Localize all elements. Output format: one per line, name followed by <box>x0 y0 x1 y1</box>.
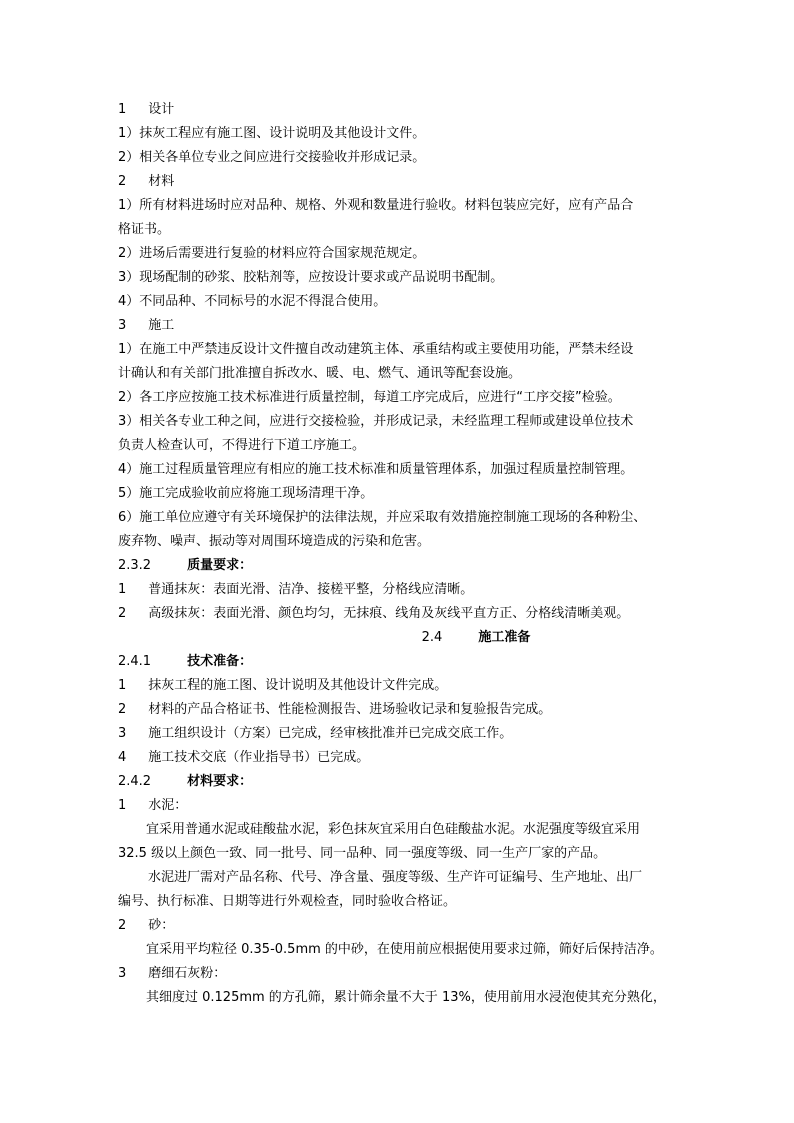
numbered-item <box>118 602 684 626</box>
section-heading <box>118 98 684 122</box>
numbered-item <box>118 698 684 722</box>
item-number: 2 <box>118 918 127 933</box>
item-text: 施工技术交底（作业指导书）已完成。 <box>148 750 370 765</box>
item-number: 4 <box>118 750 127 765</box>
chapter-title: 施工准备 <box>478 630 531 645</box>
chapter-number: 2.4 <box>421 630 443 645</box>
subsection-number: 2.4.1 <box>118 654 152 669</box>
list-item: 3）相关各专业工种之间，应进行交接检验，并形成记录，未经监理工程师或建设单位技术 <box>118 414 634 429</box>
section-heading <box>118 314 684 338</box>
numbered-item <box>118 746 684 770</box>
section-number: 1 <box>118 102 127 117</box>
list-item-continuation: 格证书。 <box>118 222 171 237</box>
list-item-continuation: 废弃物、噪声、振动等对周围环境造成的污染和危害。 <box>118 534 431 549</box>
section-title: 施工 <box>148 318 175 333</box>
section-title: 材料 <box>148 174 175 189</box>
list-item-continuation: 计确认和有关部门批准擅自拆改水、暖、电、燃气、通讯等配套设施。 <box>118 366 522 381</box>
item-number: 1 <box>118 678 127 693</box>
numbered-item <box>118 794 684 818</box>
section-heading <box>118 170 684 194</box>
paragraph-line: 宜采用平均粒径 0.35-0.5mm 的中砂，在使用前应根据使用要求过筛，筛好后保持洁净。 <box>146 942 663 957</box>
section-number: 2 <box>118 174 127 189</box>
numbered-item <box>118 578 684 602</box>
subsection-heading <box>118 770 684 794</box>
item-text: 水泥： <box>148 798 188 813</box>
item-text: 普通抹灰：表面光滑、洁净、接槎平整，分格线应清晰。 <box>148 582 474 597</box>
list-item: 2）相关各单位专业之间应进行交接验收并形成记录。 <box>118 150 426 165</box>
list-item: 6）施工单位应遵守有关环境保护的法律法规，并应采取有效措施控制施工现场的各种粉尘、 <box>118 510 647 525</box>
item-text: 砂： <box>148 918 175 933</box>
list-item: 1）所有材料进场时应对品种、规格、外观和数量进行验收。材料包装应完好，应有产品合 <box>118 198 634 213</box>
list-item: 4）施工过程质量管理应有相应的施工技术标准和质量管理体系，加强过程质量控制管理。 <box>118 462 634 477</box>
numbered-item <box>118 722 684 746</box>
numbered-item <box>118 674 684 698</box>
paragraph-line: 水泥进厂需对产品名称、代号、净含量、强度等级、生产许可证编号、生产地址、出厂 <box>148 870 643 885</box>
subsection-heading <box>118 650 684 674</box>
item-number: 2 <box>118 702 127 717</box>
subsection-heading <box>118 554 684 578</box>
item-number: 2 <box>118 606 127 621</box>
list-item: 4）不同品种、不同标号的水泥不得混合使用。 <box>118 294 387 309</box>
list-item: 5）施工完成验收前应将施工现场清理干净。 <box>118 486 374 501</box>
chapter-heading <box>118 626 684 650</box>
numbered-item <box>118 962 684 986</box>
paragraph-line: 其细度过 0.125mm 的方孔筛，累计筛余量不大于 13%，使用前用水浸泡使其充分熟化， <box>146 990 666 1005</box>
subsection-number: 2.4.2 <box>118 774 152 789</box>
list-item: 1）在施工中严禁违反设计文件擅自改动建筑主体、承重结构或主要使用功能，严禁未经设 <box>118 342 634 357</box>
subsection-title: 质量要求： <box>187 558 253 573</box>
section-number: 3 <box>118 318 127 333</box>
document-body <box>118 98 684 1010</box>
section-title: 设计 <box>148 102 175 117</box>
paragraph-line: 编号、执行标准、日期等进行外观检查，同时验收合格证。 <box>118 894 457 909</box>
list-item-continuation: 负责人检查认可，不得进行下道工序施工。 <box>118 438 366 453</box>
list-item: 3）现场配制的砂浆、胶粘剂等，应按设计要求或产品说明书配制。 <box>118 270 504 285</box>
item-text: 施工组织设计（方案）已完成，经审核批准并已完成交底工作。 <box>148 726 513 741</box>
item-text: 材料的产品合格证书、性能检测报告、进场验收记录和复验报告完成。 <box>148 702 552 717</box>
paragraph-line: 32.5 级以上颜色一致、同一批号、同一品种、同一强度等级、同一生产厂家的产品。 <box>118 846 607 861</box>
subsection-title: 技术准备： <box>187 654 253 669</box>
list-item: 2）进场后需要进行复验的材料应符合国家规范规定。 <box>118 246 426 261</box>
paragraph-line: 宜采用普通水泥或硅酸盐水泥，彩色抹灰宜采用白色硅酸盐水泥。水泥强度等级宜采用 <box>146 822 641 837</box>
item-number: 1 <box>118 798 127 813</box>
subsection-title: 材料要求： <box>187 774 253 789</box>
item-number: 1 <box>118 582 127 597</box>
list-item: 1）抹灰工程应有施工图、设计说明及其他设计文件。 <box>118 126 426 141</box>
item-text: 磨细石灰粉： <box>148 966 227 981</box>
item-text: 抹灰工程的施工图、设计说明及其他设计文件完成。 <box>148 678 448 693</box>
numbered-item <box>118 914 684 938</box>
list-item: 2）各工序应按施工技术标准进行质量控制，每道工序完成后，应进行“工序交接”检验。 <box>118 390 621 405</box>
item-text: 高级抹灰：表面光滑、颜色均匀，无抹痕、线角及灰线平直方正、分格线清晰美观。 <box>148 606 630 621</box>
subsection-number: 2.3.2 <box>118 558 152 573</box>
item-number: 3 <box>118 966 127 981</box>
item-number: 3 <box>118 726 127 741</box>
